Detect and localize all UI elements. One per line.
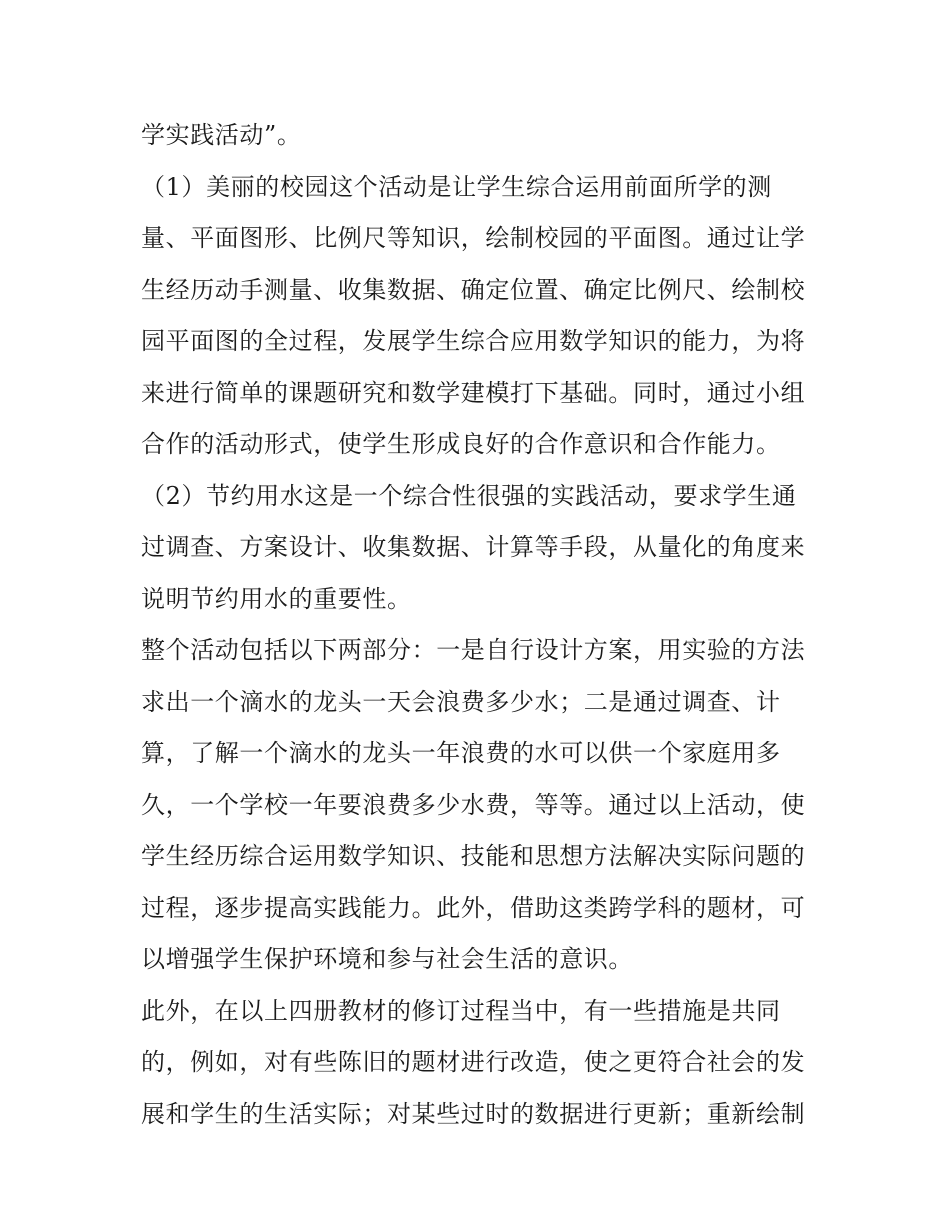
- text-line: 求出一个滴水的龙头一天会浪费多少水；二是通过调查、计: [141, 687, 781, 716]
- text-line: 以增强学生保护环境和参与社会生活的意识。: [141, 945, 633, 973]
- text-line: 整个活动包括以下两部分：一是自行设计方案，用实验的方法: [141, 636, 806, 664]
- text-line: 合作的活动形式，使学生形成良好的合作意识和合作能力。: [141, 430, 781, 458]
- text-line: 此外，在以上四册教材的修订过程当中，有一些措施是共同: [141, 996, 781, 1025]
- text-line: （2）节约用水这是一个综合性很强的实践活动，要求学生通: [141, 481, 797, 510]
- text-line: 算，了解一个滴水的龙头一年浪费的水可以供一个家庭用多: [141, 739, 781, 767]
- text-line: 学生经历综合运用数学知识、技能和思想方法解决实际问题的: [141, 842, 806, 870]
- text-line: （1）美丽的校园这个活动是让学生综合运用前面所学的测: [141, 172, 772, 201]
- document-body: [141, 110, 821, 1140]
- text-line: 量、平面图形、比例尺等知识，绘制校园的平面图。通过让学: [141, 224, 806, 252]
- text-line: 的，例如，对有些陈旧的题材进行改造，使之更符合社会的发: [141, 1048, 806, 1076]
- text-line: 过程，逐步提高实践能力。此外，借助这类跨学科的题材，可: [141, 893, 806, 922]
- text-line: 生经历动手测量、收集数据、确定位置、确定比例尺、绘制校: [141, 275, 806, 304]
- text-line: 展和学生的生活实际；对某些过时的数据进行更新；重新绘制: [141, 1099, 806, 1128]
- text-line: 来进行简单的课题研究和数学建模打下基础。同时，通过小组: [141, 378, 806, 407]
- text-line: 说明节约用水的重要性。: [141, 584, 412, 613]
- text-line: 学实践活动”。: [141, 121, 302, 149]
- text-line: 过调查、方案设计、收集数据、计算等手段，从量化的角度来: [141, 533, 806, 561]
- text-line: 园平面图的全过程，发展学生综合应用数学知识的能力，为将: [141, 327, 806, 355]
- text-line: 久，一个学校一年要浪费多少水费，等等。通过以上活动，使: [141, 790, 806, 819]
